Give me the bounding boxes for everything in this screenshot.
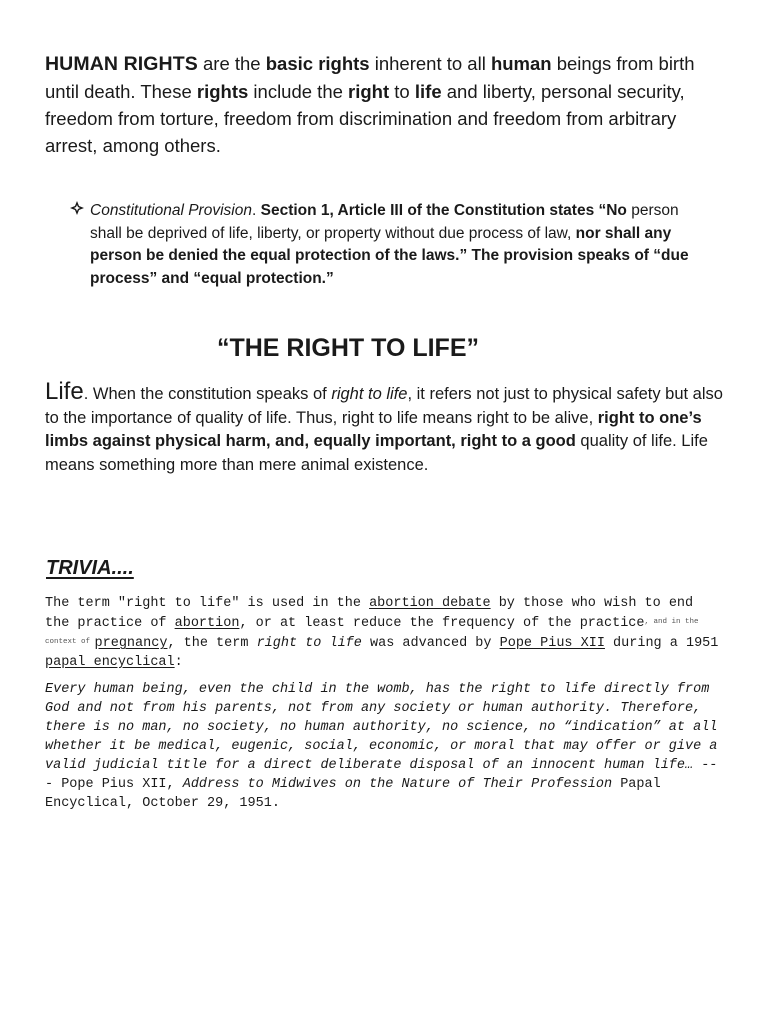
- provision-text: Constitutional Provision. Section 1, Article III of the Constitution states “No person shall be deprived of life, liberty, or property without due process of law, nor shall any person be denied the equal protection of the laws.” The provision speaks of “due process” and “equal protection.”: [90, 202, 689, 287]
- intro-paragraph: HUMAN RIGHTS are the basic rights inherent to all human beings from birth until death. These rights include the right to life and liberty, personal security, freedom from torture, freedom from discrimination and freedom from arbitrary arrest, among others.: [45, 53, 695, 156]
- constitutional-provision-bullet: [70, 200, 710, 290]
- pope-quote-paragraph: Every human being, even the child in the womb, has the right to life directly from God and not from his parents, not from any society or human authority. Therefore, there is no man, no society, no human authority, no science, no “indication” at all whether it be medical, eugenic, social, economic, or moral that may offer or give a valid judicial title for a direct deliberate disposal of an innocent human life… --- Pope Pius XII, Address to Midwives on the Nature of Their Profession Papal Encyclical, October 29, 1951.: [45, 682, 718, 811]
- papal-encyclical-link[interactable]: papal encyclical: [45, 655, 175, 670]
- pregnancy-link[interactable]: pregnancy: [94, 636, 168, 651]
- life-lead-word: Life: [45, 378, 84, 405]
- right-to-life-heading: “THE RIGHT TO LIFE”: [216, 334, 480, 362]
- abortion-link[interactable]: abortion: [174, 616, 240, 631]
- pope-pius-xii-link[interactable]: Pope Pius XII: [499, 636, 605, 651]
- life-paragraph: Life. When the constitution speaks of right to life, it refers not just to physical safety but also to the importance of quality of life. Thus, right to life means right to be alive, right to one’s limbs against physical harm, and, equally important, right to a good quality of life. Life means something more than mere animal existence.: [45, 378, 723, 474]
- human-rights-title: HUMAN RIGHTS: [45, 53, 198, 75]
- abortion-debate-link[interactable]: abortion debate: [369, 596, 491, 611]
- trivia-paragraph: The term "right to life" is used in the abortion debate by those who wish to end the practice of abortion, or at least reduce the frequency of the practice$^{, and in the context of}$ pregnancy, the term right to life was advanced by Pope Pius XII during a 1951 papal encyclical:: [45, 596, 719, 670]
- tiny-inline-text: , and in the context of: [45, 618, 699, 646]
- diamond-bullet-icon: [70, 201, 84, 215]
- trivia-heading: TRIVIA....: [46, 557, 134, 579]
